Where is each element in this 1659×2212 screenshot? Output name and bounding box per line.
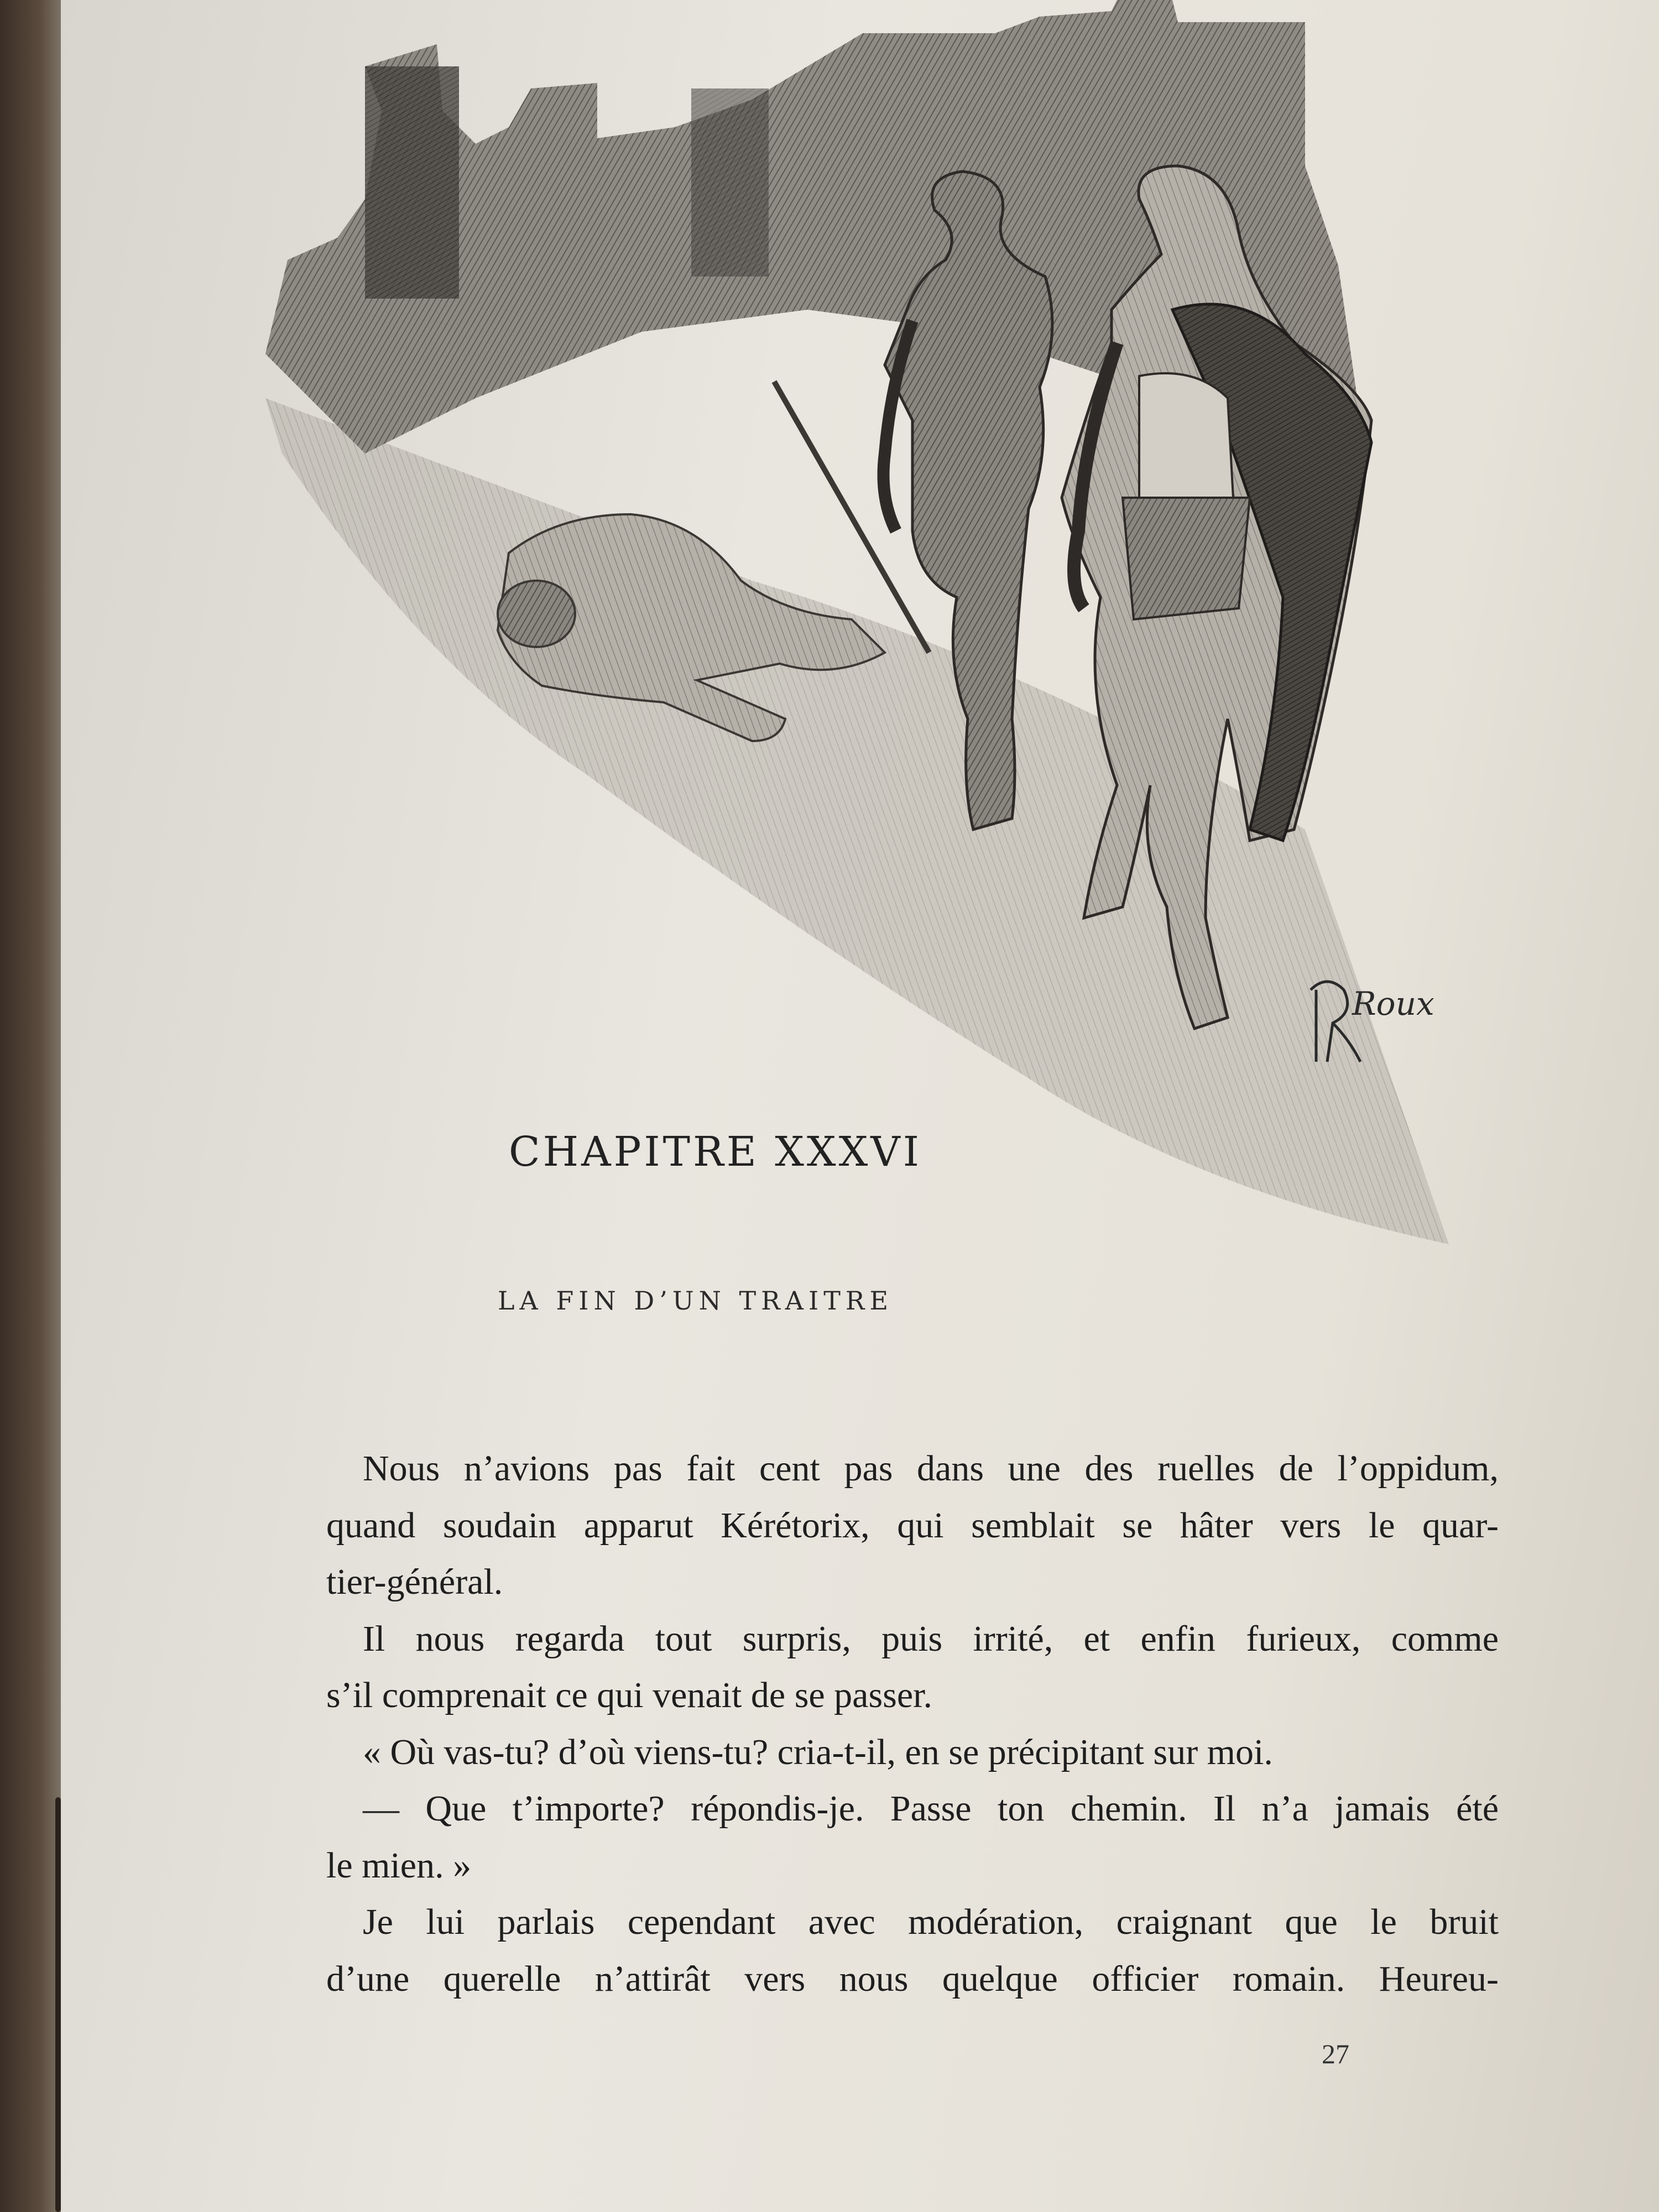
text-line: quand soudain apparut Kérétorix, qui semblait se hâter vers le quar-	[326, 1505, 1499, 1546]
artist-signature	[1294, 968, 1438, 1067]
text-line: Il nous regarda tout surpris, puis irrité, et enfin furieux, comme	[363, 1618, 1499, 1659]
book-page	[61, 0, 1659, 2212]
text-line: s’il comprenait ce qui venait de se passer.	[326, 1675, 932, 1715]
text-line: Nous n’avions pas fait cent pas dans une des ruelles de l’oppidum,	[363, 1448, 1499, 1489]
text-line: « Où vas-tu? d’où viens-tu? cria-t-il, en se précipitant sur moi.	[363, 1731, 1273, 1772]
engraving-illustration	[199, 0, 1499, 1272]
text-line: Je lui parlais cependant avec modération, craignant que le bruit	[363, 1902, 1499, 1942]
text-line: — Que t’importe? répondis-je. Passe ton chemin. Il n’a jamais été	[363, 1788, 1499, 1829]
binding-crack	[55, 1797, 61, 2212]
text-line: tier-général.	[326, 1562, 503, 1602]
signature-text: Roux	[1352, 985, 1434, 1022]
body-text	[326, 1441, 1499, 2007]
chapter-subtitle: LA FIN D’UN TRAITRE	[498, 1286, 894, 1316]
text-line: le mien. »	[326, 1845, 472, 1886]
chapter-title: CHAPITRE XXXVI	[509, 1128, 922, 1176]
text-line: d’une querelle n’attirât vers nous quelque officier romain. Heureu-	[326, 1958, 1499, 1999]
page-number: 27	[1322, 2038, 1349, 2069]
